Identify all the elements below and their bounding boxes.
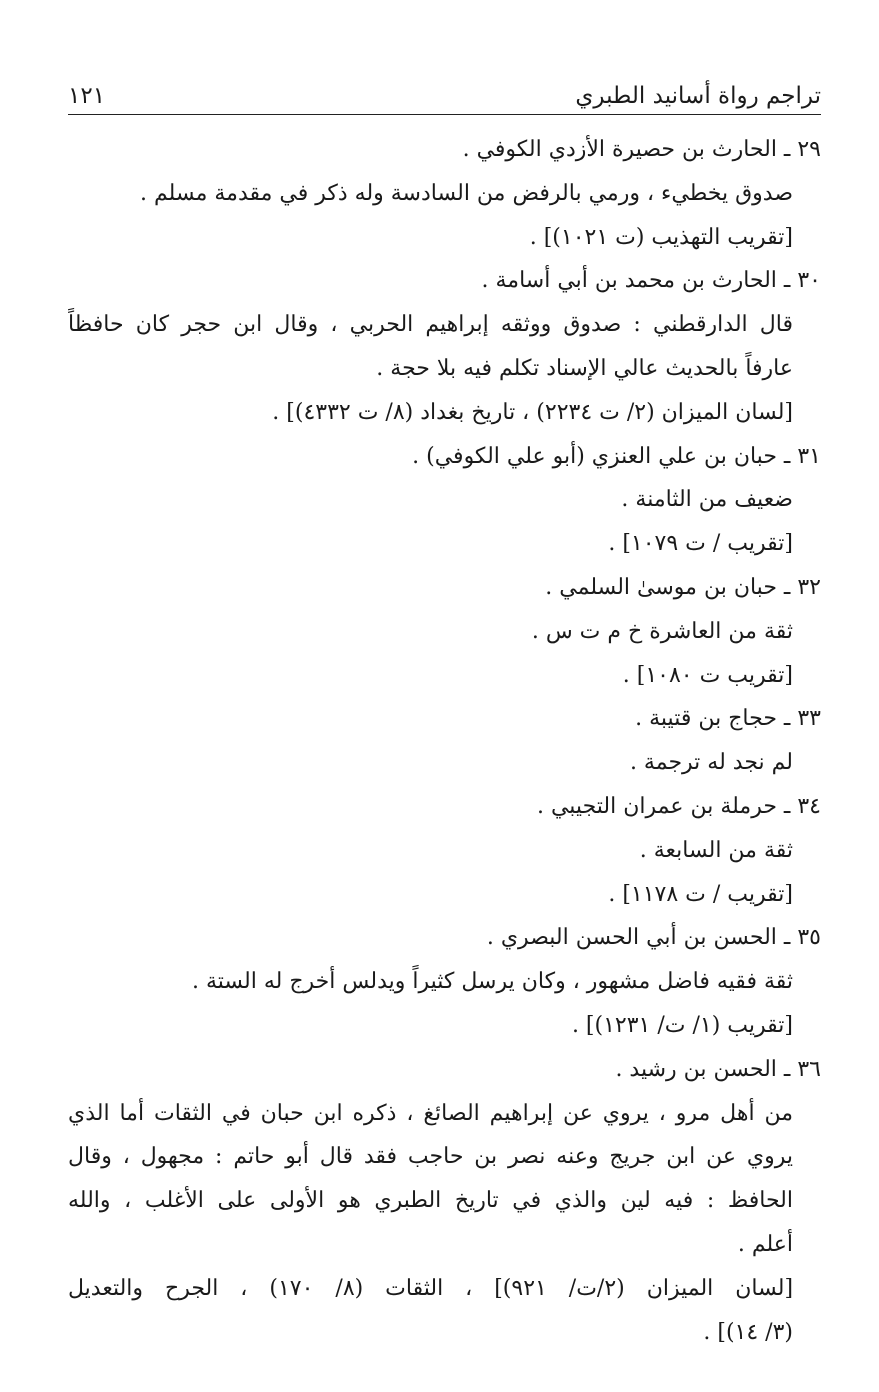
entry-text-line: صدوق يخطيء ، ورمي بالرفض من السادسة وله ذكر في مقدمة مسلم . (140, 180, 793, 206)
entry-text-line: ثقة من السابعة . (639, 837, 793, 863)
page-body (68, 128, 821, 1354)
entry-text-line: ثقة فقيه فاضل مشهور ، وكان يرسل كثيراً ويدلس أخرج له الستة . (191, 969, 793, 995)
entry-text-line: [لسان الميزان (٢/ت/ ٩٢١)] ، الثقات (٨/ ١٧٠) ، الجرح والتعديل (68, 1275, 794, 1301)
page-header (68, 68, 821, 115)
entry-heading: ٣٦ ـ الحسن بن رشيد . (615, 1056, 821, 1082)
entry-text-line: (٣/ ١٤)] . (703, 1319, 793, 1345)
entry-text-line: [تقريب ت ١٠٨٠] . (622, 662, 793, 688)
entry-heading: ٣٥ ـ الحسن بن أبي الحسن البصري . (486, 925, 821, 951)
entry-text-line: قال الدارقطني : صدوق ووثقه إبراهيم الحربي ، وقال ابن حجر كان حافظاً (68, 312, 793, 338)
entry-text-line: ضعيف من الثامنة . (621, 487, 793, 513)
entry-text-line: أعلم . (737, 1231, 793, 1257)
entry-heading: ٣١ ـ حبان بن علي العنزي (أبو علي الكوفي) . (412, 443, 821, 469)
entry-text-line: [تقريب / ت ١٠٧٩] . (608, 531, 793, 557)
entry-text-line: يروي عن ابن جريج وعنه نصر بن حاجب فقد قال أبو حاتم : مجهول ، وقال (68, 1144, 794, 1170)
entry-heading: ٣٠ ـ الحارث بن محمد بن أبي أسامة . (481, 268, 821, 294)
entry-text-line: الحافظ : فيه لين والذي في تاريخ الطبري هو الأولى على الأغلب ، والله (68, 1188, 793, 1214)
entry-text-line: ثقة من العاشرة خ م ت س . (531, 618, 793, 644)
entry-text-line: من أهل مرو ، يروي عن إبراهيم الصائغ ، ذكره ابن حبان في الثقات أما الذي (68, 1100, 793, 1126)
entry-text-line: [تقريب التهذيب (ت ١٠٢١)] . (529, 224, 793, 250)
entry-heading: ٣٤ ـ حرملة بن عمران التجيبي . (536, 793, 821, 819)
entry-text-line: [تقريب (١/ ت/ ١٢٣١)] . (571, 1012, 793, 1038)
entry-heading: ٣٣ ـ حجاج بن قتيبة . (635, 706, 821, 732)
entry-text-line: لم نجد له ترجمة . (629, 750, 793, 776)
page-number: ١٢١ (68, 83, 106, 109)
entry-heading: ٢٩ ـ الحارث بن حصيرة الأزدي الكوفي . (462, 137, 821, 162)
entry-text-line: عارفاً بالحديث عالي الإسناد تكلم فيه بلا حجة . (376, 355, 793, 381)
running-title: تراجم رواة أسانيد الطبري (575, 83, 821, 109)
entry-text-line: [لسان الميزان (٢/ ت ٢٢٣٤) ، تاريخ بغداد (٨/ ت ٤٣٣٢)] . (272, 399, 793, 425)
entry-text-line: [تقريب / ت ١١٧٨] . (608, 881, 793, 907)
entry-heading: ٣٢ ـ حبان بن موسىٰ السلمي . (545, 574, 821, 600)
